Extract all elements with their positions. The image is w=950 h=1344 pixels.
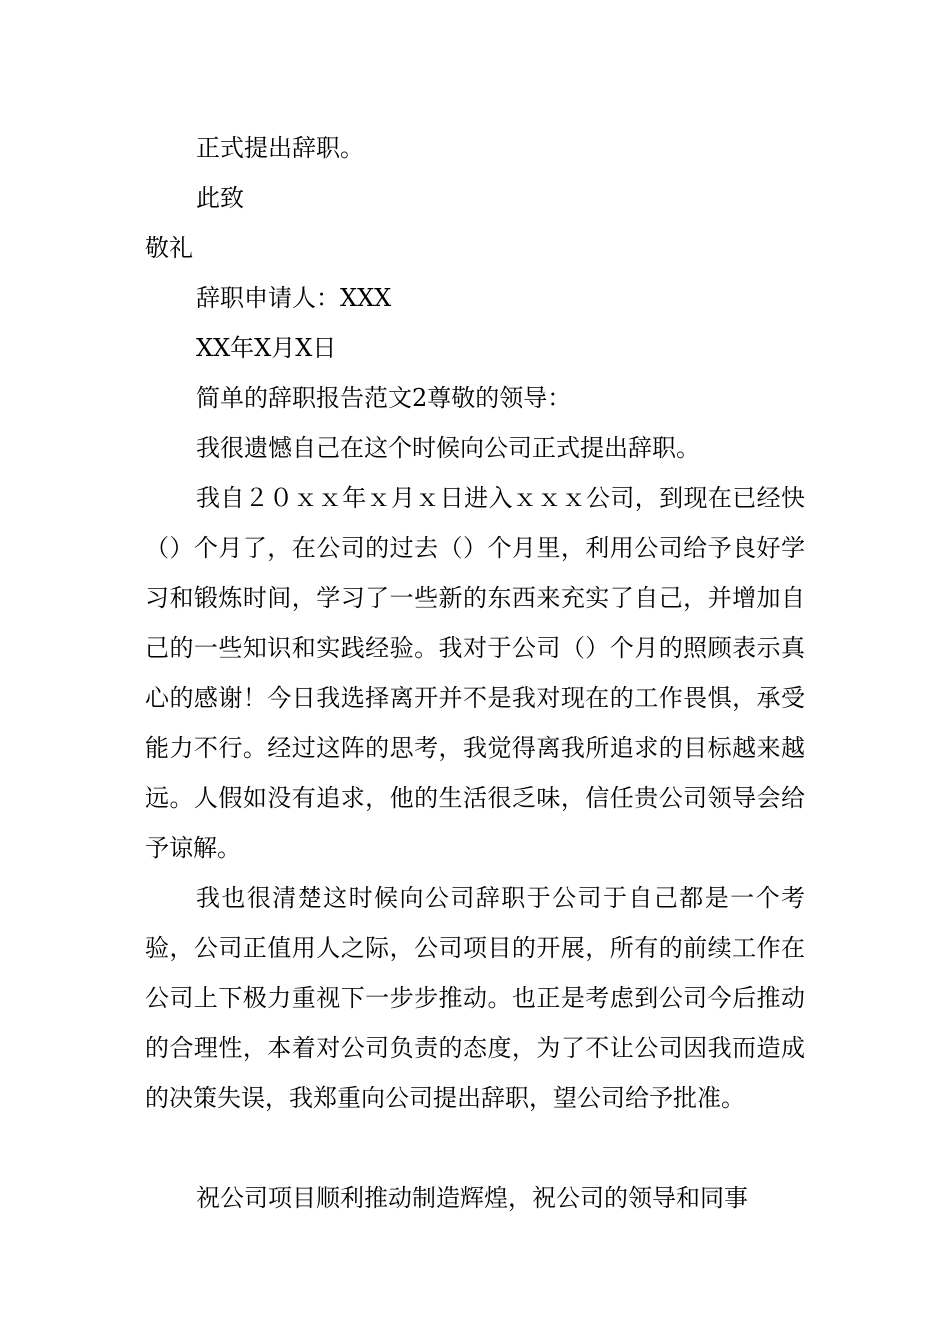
text-line-formal-resignation: 正式提出辞职。: [196, 134, 364, 162]
text-line-applicant: 辞职申请人：XXX: [196, 284, 392, 312]
text-line-regards: 敬礼: [145, 234, 193, 262]
text-line-sample-title: 简单的辞职报告范文2尊敬的领导：: [196, 384, 572, 412]
body-paragraph-1: 我自２０ｘｘ年ｘ月ｘ日进入ｘｘｘ公司，到现在已经快（）个月了，在公司的过去（）个月里，利用公司给予良好学习和锻炼时间，学习了一些新的东西来充实了自己，并增加自己的一些知识和实践经验。我对于公司（）个月的照顾表示真心的感谢！今日我选择离开并不是我对现在的工作畏惧，承受能力不行。经过这阵的思考，我觉得离我所追求的目标越来越远。人假如没有追求，他的生活很乏味，信任贵公司领导会给予谅解。: [145, 484, 805, 862]
body-paragraph-3: 祝公司项目顺利推动制造辉煌，祝公司的领导和同事: [196, 1184, 748, 1212]
body-paragraph-2: 我也很清楚这时候向公司辞职于公司于自己都是一个考验，公司正值用人之际，公司项目的开展，所有的前续工作在公司上下极力重视下一步步推动。也正是考虑到公司今后推动的合理性，本着对公司负责的态度，为了不让公司因我而造成的决策失误，我郑重向公司提出辞职，望公司给予批准。: [145, 884, 805, 1112]
text-line-salutation: 此致: [196, 184, 244, 212]
text-line-date: XX年X月X日: [196, 334, 337, 362]
text-line-regret: 我很遗憾自己在这个时候向公司正式提出辞职。: [196, 434, 700, 462]
